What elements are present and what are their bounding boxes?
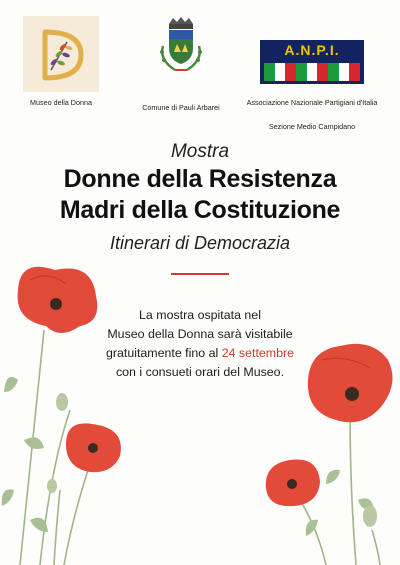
anpi-caption-line2: Sezione Medio Campidano	[268, 122, 356, 131]
body-line-3-pre: gratuitamente fino al	[105, 346, 222, 360]
poppy-flower-icon	[266, 459, 320, 506]
museo-caption: Museo della Donna	[30, 98, 92, 107]
body-line-4: con i consueti orari del Museo.	[115, 365, 285, 379]
comune-caption: Comune di Pauli Arbarei	[142, 103, 220, 112]
body-line-1: La mostra ospitata nel	[139, 308, 261, 322]
anpi-mark: A.N.P.I.	[284, 42, 340, 58]
body-text	[0, 306, 400, 382]
title-line-1: Donne della Resistenza	[63, 165, 337, 193]
body-line-3	[0, 344, 400, 363]
anpi-caption-line1: Associazione Nazionale Partigiani d'Italia	[246, 98, 378, 107]
poppy-flower-icon	[66, 423, 121, 472]
date-highlight: 24 settembre	[221, 346, 295, 360]
body-line-2: Museo della Donna sarà visitabile	[107, 327, 293, 341]
title-kicker: Mostra	[170, 141, 230, 162]
subtitle: Itinerari di Democrazia	[109, 233, 291, 253]
title-line-2: Madri della Costituzione	[59, 196, 341, 224]
